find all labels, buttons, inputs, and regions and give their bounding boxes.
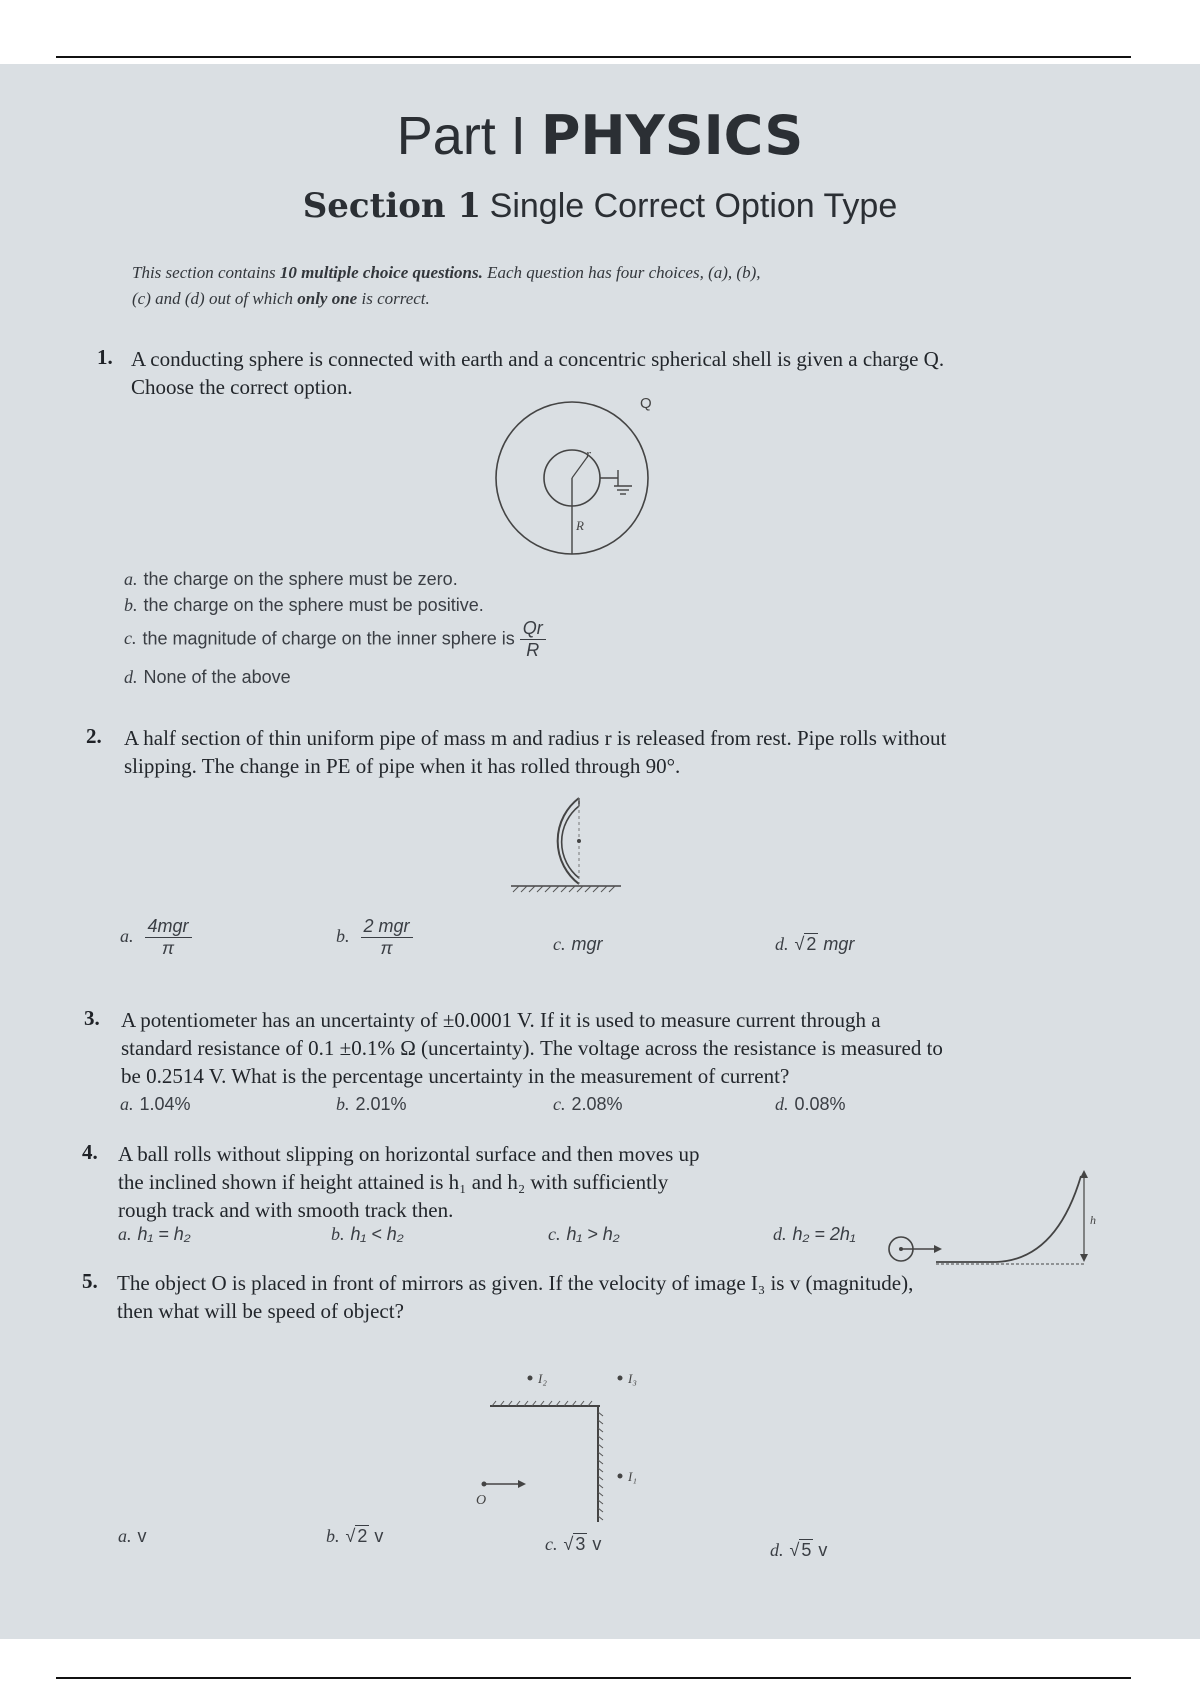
q2-pipe-figure [505,784,625,904]
question-number: 5. [82,1269,98,1293]
fraction: $\frac{\text{2 mgr}}{\pi}$ [361,916,413,959]
option-c[interactable]: c. h₁ > h₂ [548,1224,620,1244]
question-number: 2. [86,724,102,748]
q5-mirrors-figure [470,1364,660,1534]
top-rule [56,56,1131,58]
sqrt-symbol: √ 5 [789,1540,812,1560]
question-number: 1. [97,345,113,369]
option-d[interactable]: d. h₂ = 2h₁ [773,1224,856,1244]
label-i3: I₃ [628,1371,637,1386]
sqrt-symbol: √ 2 [794,934,817,954]
option-d[interactable]: d. 0.08% [775,1094,846,1114]
option-a[interactable]: a. $\frac{\text{4mgr}}{\pi}$ [120,916,192,959]
option-c[interactable]: c. the magnitude of charge on the inner sphere is $\frac{Qr}{R}$ [124,618,546,661]
label-i2: I₂ [538,1371,547,1386]
option-a[interactable]: a. 1.04% [120,1094,191,1114]
option-b[interactable]: b. √ 2 v [326,1526,384,1546]
option-b[interactable]: b. the charge on the sphere must be positive. [124,595,484,615]
label-r: r [586,446,592,461]
track [936,1176,1081,1262]
q1-sphere-figure [490,394,660,564]
label-big-r: R [576,518,584,533]
option-d[interactable]: d. √ 2 mgr [775,934,855,954]
question-number: 4. [82,1140,98,1164]
question-text: The object O is placed in front of mirrors as given. If the velocity of image I₃ is v (magnitude), then what will be speed of object? [117,1271,914,1323]
title-part: Part I [396,106,526,166]
section-type: Single Correct Option Type [489,187,898,225]
section-title [0,186,1200,226]
question-text: A ball rolls without slipping on horizontal surface and then moves up the inclined shown if height attained is h₁ and h₂ with sufficiently rough track and with smooth track then. [118,1142,700,1222]
section-number: Section 1 [302,186,482,226]
question-text: A potentiometer has an uncertainty of ±0.0001 V. If it is used to measure current through a standard resistance of 0.1 ±0.1% Ω (uncertainty). The voltage across the resistance is measured to be 0.2514 V. What is the percentage uncertainty in the measurement of current? [121,1008,943,1088]
option-c[interactable]: c. mgr [553,934,603,954]
section-instructions: This section contains 10 multiple choice questions. Each question has four choices, (a), (b), (c) and (d) out of which only one is correct. [132,263,761,308]
option-c[interactable]: c. √ 3 v [545,1534,602,1554]
label-h: h [1090,1213,1096,1227]
option-b[interactable]: b. 2.01% [336,1094,407,1114]
option-b[interactable]: b. $\frac{\text{2 mgr}}{\pi}$ [336,916,413,959]
fraction: $\frac{\text{4mgr}}{\pi}$ [145,916,192,959]
sqrt-symbol: √ 3 [563,1534,586,1554]
question-text: A half section of thin uniform pipe of mass m and radius r is released from rest. Pipe rolls without slipping. The change in PE of pipe when it has rolled through 90°. [124,726,947,778]
q4-incline-figure [876,1144,1096,1274]
question-number: 3. [84,1006,100,1030]
option-d[interactable]: d. None of the above [124,667,291,687]
book-page [0,64,1200,1639]
label-q: Q [640,395,652,412]
question-text: A conducting sphere is connected with earth and a concentric spherical shell is given a charge Q. Choose the correct option. [131,347,945,399]
fraction: $\frac{Qr}{R}$ [520,618,546,661]
page-title [0,104,1200,167]
option-a[interactable]: a. h₁ = h₂ [118,1224,191,1244]
option-d[interactable]: d. √ 5 v [770,1540,828,1560]
option-a[interactable]: a. v [118,1526,147,1546]
bottom-rule [56,1677,1131,1679]
option-b[interactable]: b. h₁ < h₂ [331,1224,404,1244]
label-o: O [476,1493,487,1508]
title-subject: PHYSICS [540,104,804,167]
option-a[interactable]: a. the charge on the sphere must be zero. [124,569,458,589]
label-i1: I₁ [628,1469,637,1484]
sqrt-symbol: √ 2 [345,1526,368,1546]
option-c[interactable]: c. 2.08% [553,1094,623,1114]
